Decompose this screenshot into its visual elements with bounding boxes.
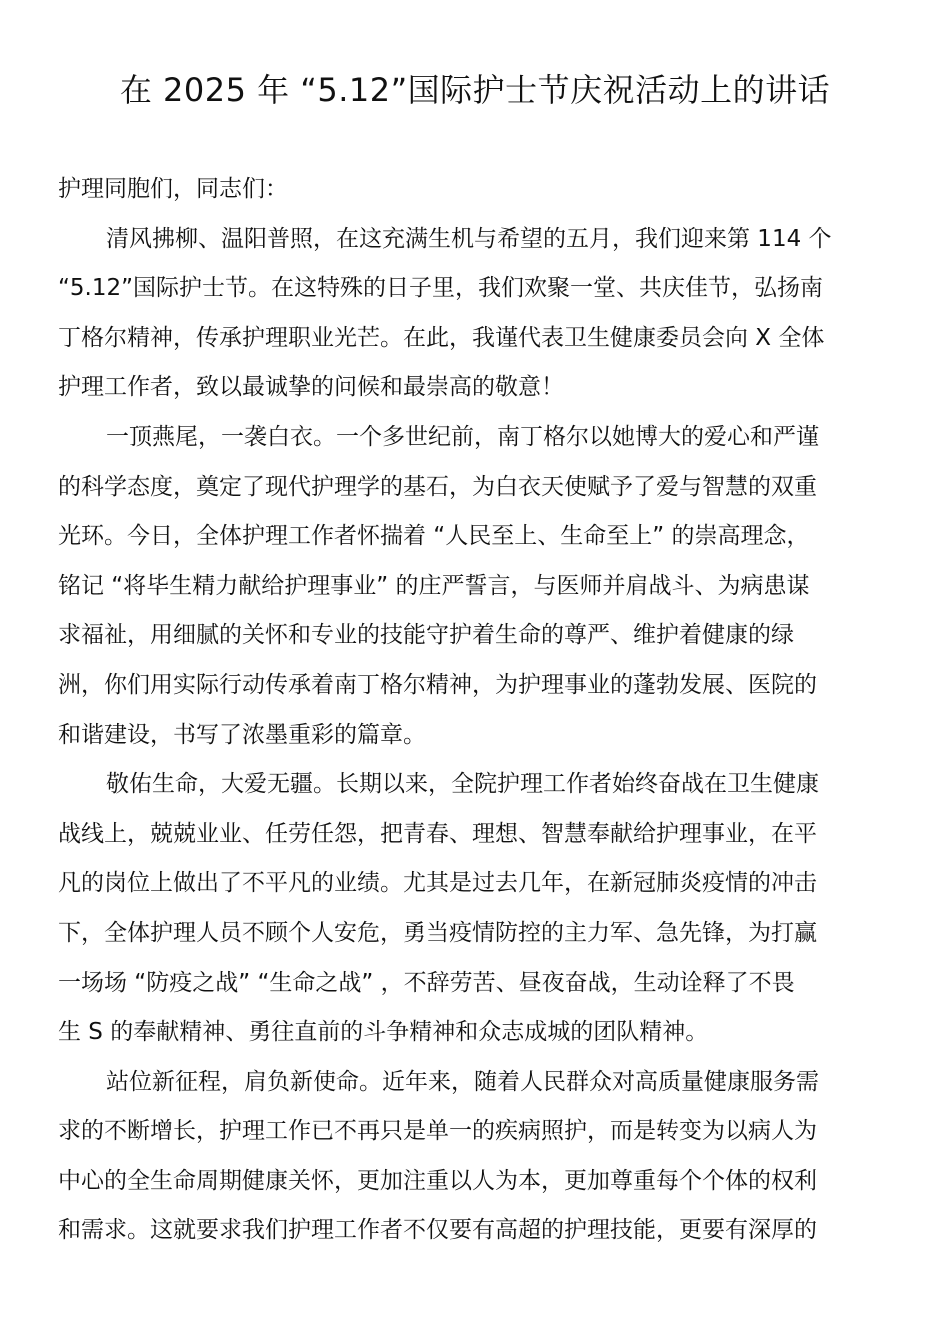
paragraph-4-line-2: 求的不断增长，护理工作已不再只是单一的疾病照护，而是转变为以病人为	[58, 1118, 817, 1145]
paragraph-2-line-2: 的科学态度，奠定了现代护理学的基石，为白衣天使赋予了爱与智慧的双重	[58, 473, 817, 500]
document-title: 在 2025 年 “5.12”国际护士节庆祝活动上的讲话	[119, 71, 831, 109]
paragraph-2-line-6: 洲，你们用实际行动传承着南丁格尔精神，为护理事业的蓬勃发展、医院的	[58, 671, 817, 698]
paragraph-2-line-1: 一顶燕尾，一袭白衣。一个多世纪前，南丁格尔以她博大的爱心和严谨	[106, 423, 819, 450]
paragraph-2-line-3: 光环。今日，全体护理工作者怀揣着 “人民至上、生命至上” 的崇高理念，	[58, 523, 810, 550]
paragraph-1-line-4: 护理工作者，致以最诚挚的问候和最崇高的敬意！	[58, 374, 564, 401]
paragraph-1-line-3: 丁格尔精神，传承护理职业光芒。在此，我谨代表卫生健康委员会向 X 全体	[58, 324, 825, 351]
paragraph-2-line-7: 和谐建设，书写了浓墨重彩的篇章。	[58, 721, 426, 748]
salutation: 护理同胞们，同志们：	[58, 176, 288, 202]
paragraph-3-line-6: 生 S 的奉献精神、勇往直前的斗争精神和众志成城的团队精神。	[58, 1019, 709, 1046]
paragraph-2-line-5: 求福祉，用细腻的关怀和专业的技能守护着生命的尊严、维护着健康的绿	[58, 622, 794, 649]
paragraph-1-line-2: “5.12”国际护士节。在这特殊的日子里，我们欢聚一堂、共庆佳节，弘扬南	[58, 275, 824, 302]
paragraph-3-line-3: 凡的岗位上做出了不平凡的业绩。尤其是过去几年，在新冠肺炎疫情的冲击	[58, 870, 817, 897]
paragraph-4-line-3: 中心的全生命周期健康关怀，更加注重以人为本，更加尊重每个个体的权利	[58, 1167, 817, 1194]
paragraph-3-line-1: 敬佑生命，大爱无疆。长期以来，全院护理工作者始终奋战在卫生健康	[106, 771, 819, 798]
paragraph-3-line-2: 战线上，兢兢业业、任劳任怨，把青春、理想、智慧奉献给护理事业，在平	[58, 820, 817, 847]
paragraph-2-line-4: 铭记 “将毕生精力献给护理事业” 的庄严誓言，与医师并肩战斗、为病患谋	[58, 572, 810, 599]
paragraph-1-line-1: 清风拂柳、温阳普照，在这充满生机与希望的五月，我们迎来第 114 个	[106, 225, 832, 252]
paragraph-4-line-1: 站位新征程，肩负新使命。近年来，随着人民群众对高质量健康服务需	[106, 1068, 819, 1095]
paragraph-3-line-4: 下，全体护理人员不顾个人安危，勇当疫情防控的主力军、急先锋，为打赢	[58, 919, 817, 946]
paragraph-3-line-5: 一场场 “防疫之战” “生命之战” ，不辞劳苦、昼夜奋战，生动诠释了不畏	[58, 969, 795, 996]
paragraph-4-line-4: 和需求。这就要求我们护理工作者不仅要有高超的护理技能，更要有深厚的	[58, 1217, 817, 1244]
document-body	[58, 165, 898, 1256]
